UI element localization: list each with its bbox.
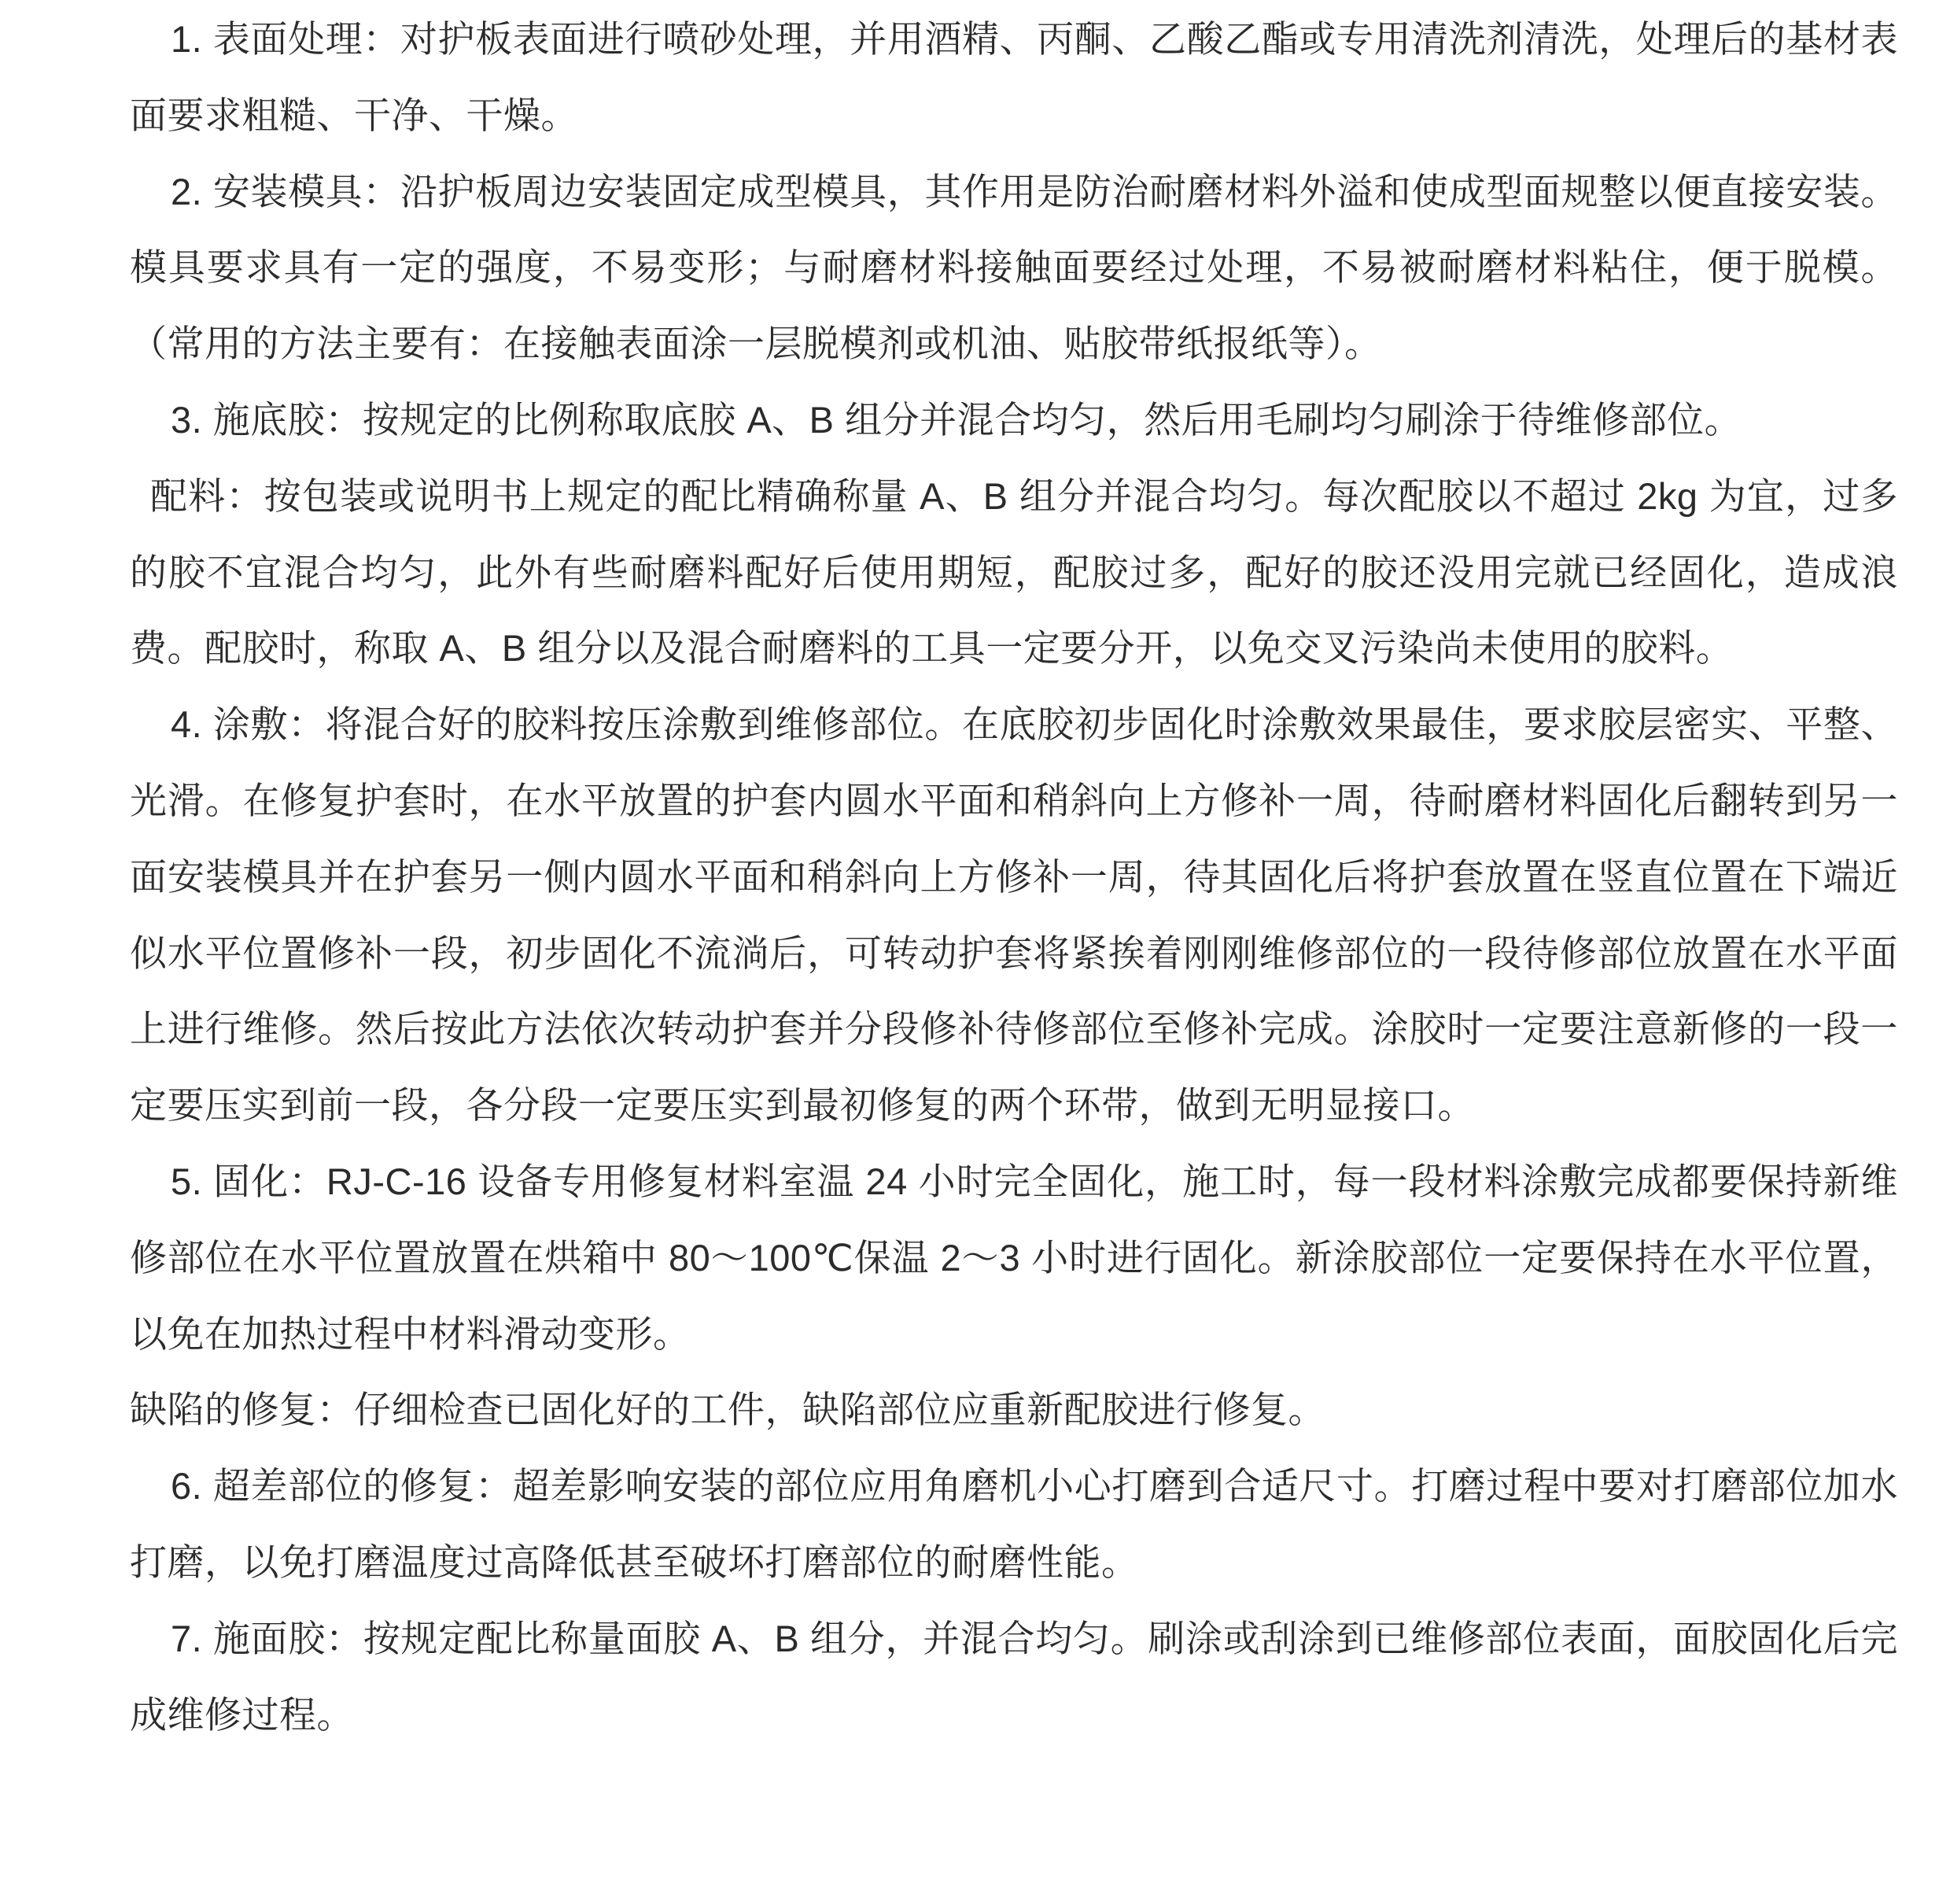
paragraph-defect-repair: 缺陷的修复：仔细检查已固化好的工件，缺陷部位应重新配胶进行修复。	[130, 1389, 1325, 1431]
paragraph-step-4-application: 4. 涂敷：将混合好的胶料按压涂敷到维修部位。在底胶初步固化时涂敷效果最佳，要求胶层密实、平整、光滑。在修复护套时，在水平放置的护套内圆水平面和稍斜向上方修补一周，待耐磨材料固化后翻转到另一面安装模具并在护套另一侧内圆水平面和稍斜向上方修补一周，待其固化后将护套放置在竖直位置在下端近似水平位置修补一段，初步固化不流淌后，可转动护套将紧挨着刚刚维修部位的一段待修部位放置在水平面上进行维修。然后按此方法依次转动护套并分段修补待修部位至修补完成。涂胶时一定要注意新修的一段一定要压实到前一段，各分段一定要压实到最初修复的两个环带，做到无明显接口。	[130, 703, 1898, 1127]
paragraph-step-6-oversize-repair: 6. 超差部位的修复：超差影响安装的部位应用角磨机小心打磨到合适尺寸。打磨过程中要对打磨部位加水打磨，以免打磨温度过高降低甚至破坏打磨部位的耐磨性能。	[130, 1465, 1898, 1583]
paragraph-step-1-surface-treatment: 1. 表面处理：对护板表面进行喷砂处理，并用酒精、丙酮、乙酸乙酯或专用清洗剂清洗，处理后的基材表面要求粗糙、干净、干燥。	[130, 18, 1898, 136]
paragraph-mixing-materials: 配料：按包装或说明书上规定的配比精确称量 A、B 组分并混合均匀。每次配胶以不超过 2kg 为宜，过多的胶不宜混合均匀，此外有些耐磨料配好后使用期短，配胶过多，配好的胶还没用完就已经固化，造成浪费。配胶时，称取 A、B 组分以及混合耐磨料的工具一定要分开，以免交叉污染尚未使用的胶料。	[130, 474, 1898, 670]
paragraph-step-5-curing: 5. 固化：RJ-C-16 设备专用修复材料室温 24 小时完全固化，施工时，每一段材料涂敷完成都要保持新维修部位在水平位置放置在烘箱中 80～100℃保温 2～3 小时进行固化。新涂胶部位一定要保持在水平位置，以免在加热过程中材料滑动变形。	[130, 1160, 1898, 1355]
paragraph-step-3-apply-primer: 3. 施底胶：按规定的比例称取底胶 A、B 组分并混合均匀，然后用毛刷均匀刷涂于待维修部位。	[171, 398, 1742, 441]
paragraph-step-2-install-mold: 2. 安装模具：沿护板周边安装固定成型模具，其作用是防治耐磨材料外溢和使成型面规整以便直接安装。模具要求具有一定的强度，不易变形；与耐磨材料接触面要经过处理，不易被耐磨材料粘住，便于脱模。（常用的方法主要有：在接触表面涂一层脱模剂或机油、贴胶带纸报纸等）。	[130, 170, 1898, 365]
paragraph-step-7-topcoat: 7. 施面胶：按规定配比称量面胶 A、B 组分，并混合均匀。刷涂或刮涂到已维修部位表面，面胶固化后完成维修过程。	[130, 1617, 1898, 1736]
